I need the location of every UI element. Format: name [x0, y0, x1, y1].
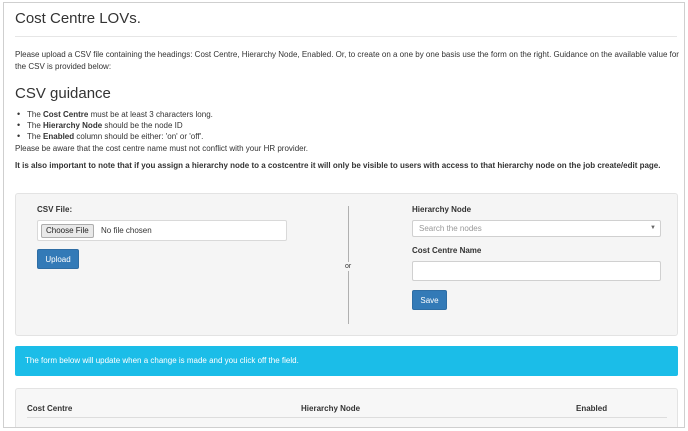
guidance-item-hierarchy-node: • The Hierarchy Node should be the node ID: [15, 120, 213, 131]
csv-guidance-title: CSV guidance: [15, 85, 111, 102]
hierarchy-node-placeholder: Search the nodes: [419, 224, 482, 233]
guidance-list: [15, 109, 213, 142]
csv-file-label: CSV File:: [37, 205, 73, 214]
caret-down-icon: ▼: [650, 225, 656, 231]
save-button[interactable]: Save: [412, 290, 447, 310]
upload-button[interactable]: Upload: [37, 249, 79, 269]
guidance-item-cost-centre: • The Cost Centre must be at least 3 characters long.: [15, 109, 213, 120]
page-title: Cost Centre LOVs.: [15, 10, 141, 27]
guidance-item-enabled: • The Enabled column should be either: 'on' or 'off'.: [15, 131, 213, 142]
file-status-text: No file chosen: [101, 226, 152, 235]
page-frame: [3, 2, 685, 428]
title-divider: [15, 36, 677, 37]
column-header-hierarchy-node[interactable]: Hierarchy Node: [301, 404, 361, 413]
cost-centre-table: [15, 388, 678, 428]
upload-form-panel: [15, 193, 678, 336]
hierarchy-node-label: Hierarchy Node: [412, 205, 472, 214]
conflict-note: Please be aware that the cost centre name must not conflict with your HR provider.: [15, 144, 309, 153]
info-banner: [15, 346, 678, 376]
table-header-divider: [27, 417, 667, 418]
info-banner-text: The form below will update when a change is made and you click off the field.: [25, 356, 299, 365]
intro-text: Please upload a CSV file containing the headings: Cost Centre, Hierarchy Node, Enabled. Or, to create on a one by one basis use the form on the right. Guidance on the available value for the CSV is provided below:: [15, 50, 679, 71]
csv-file-input[interactable]: [37, 220, 287, 241]
cost-centre-name-label: Cost Centre Name: [412, 246, 482, 255]
column-header-cost-centre[interactable]: Cost Centre: [27, 404, 73, 413]
or-separator: or: [345, 263, 352, 270]
hierarchy-node-select[interactable]: [412, 220, 661, 237]
choose-file-button[interactable]: Choose File: [41, 224, 94, 238]
column-header-enabled[interactable]: Enabled: [576, 404, 608, 413]
cost-centre-name-input[interactable]: [412, 261, 661, 281]
important-note: It is also important to note that if you assign a hierarchy node to a costcentre it will only be visible to users with access to that hierarchy node on the job create/edit page.: [15, 161, 661, 170]
